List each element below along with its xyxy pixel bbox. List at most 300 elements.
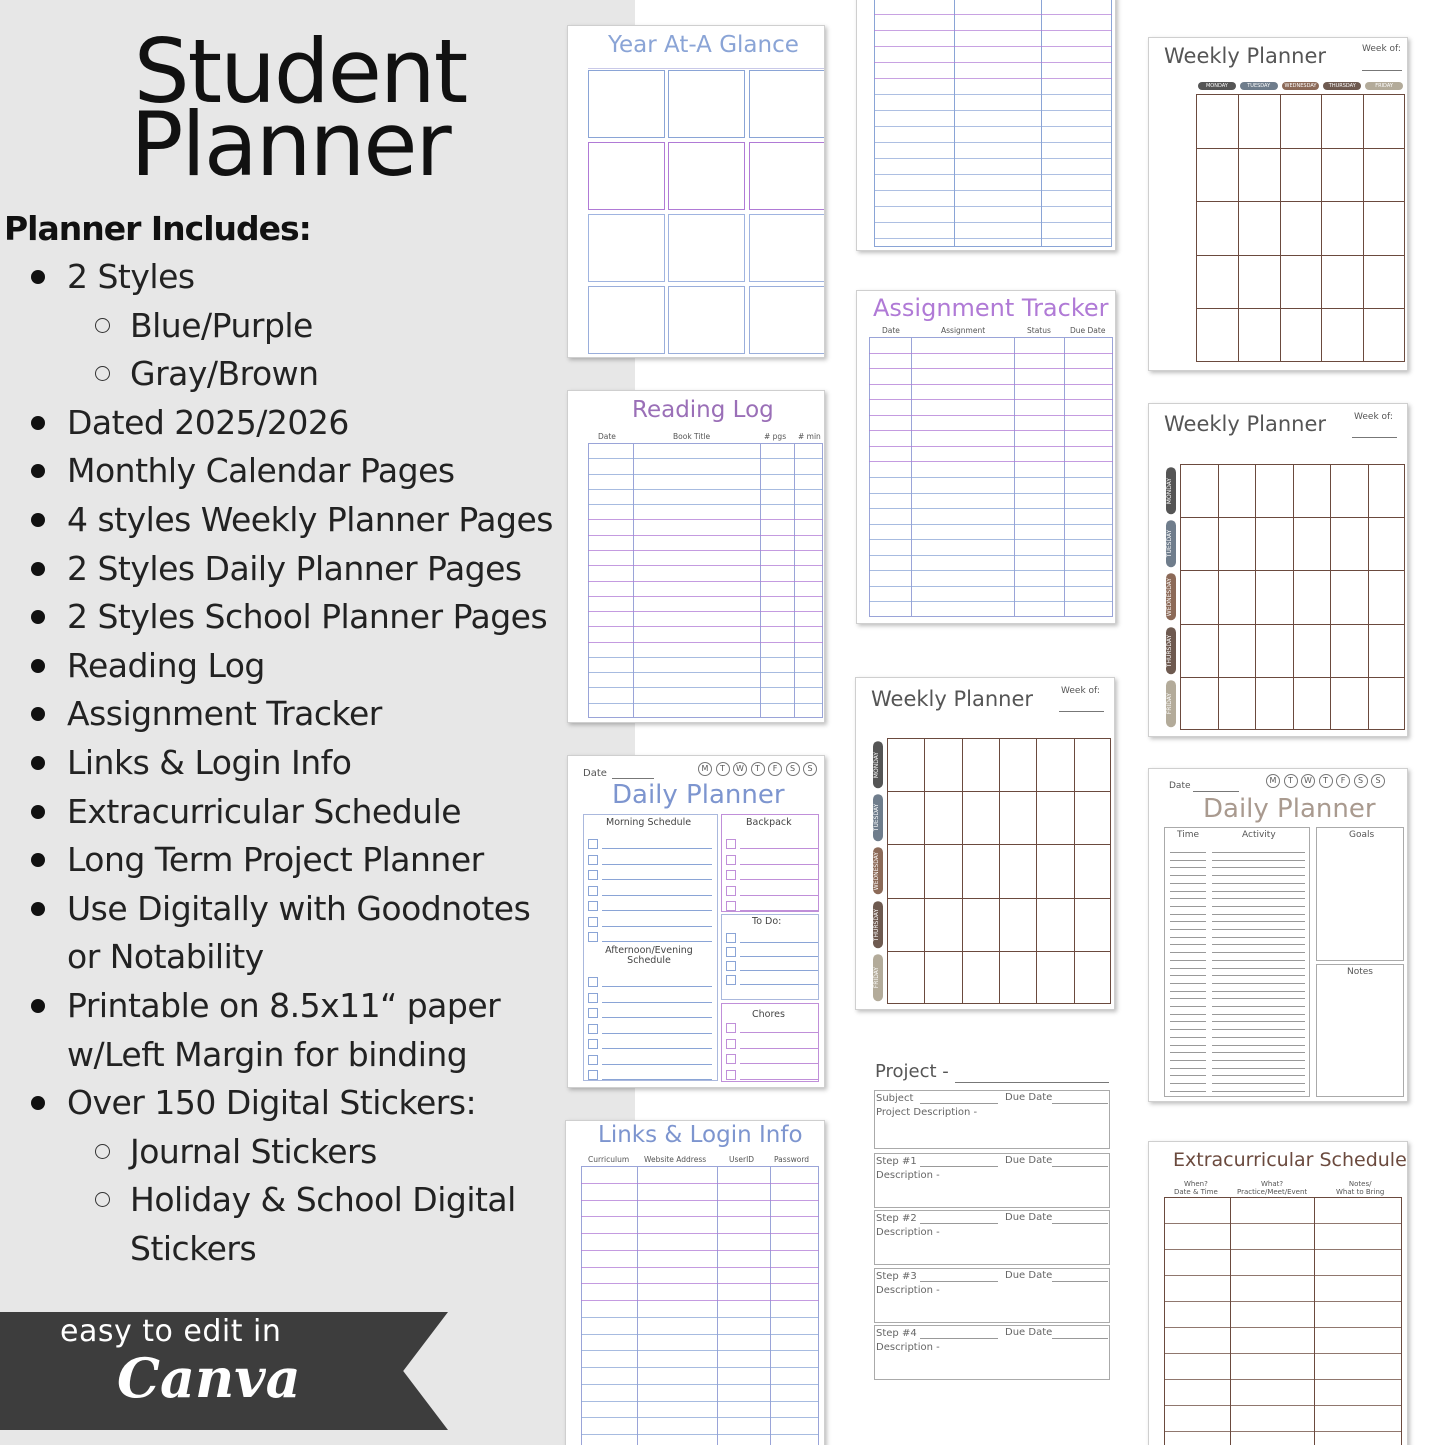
write-line (602, 926, 712, 927)
day-header: THURSDAY (1323, 82, 1361, 90)
day-label: MONDAY (1166, 467, 1176, 514)
activity-line (1212, 1045, 1305, 1046)
column-header: Assignment (941, 326, 986, 335)
row-line (874, 62, 1112, 63)
afternoon-label: Afternoon/Evening Schedule (605, 945, 693, 966)
feature-item: Links & Login Info (67, 739, 351, 787)
chores-label: Chores (752, 1009, 785, 1020)
feature-item: Gray/Brown (130, 350, 319, 398)
row-line (581, 1434, 819, 1435)
activity-line (1212, 968, 1305, 969)
col-line (1230, 1197, 1231, 1445)
time-line (1170, 914, 1206, 915)
time-line (1170, 875, 1206, 876)
feature-item: Monthly Calendar Pages (67, 447, 455, 495)
row-line (869, 368, 1113, 369)
activity-line (1212, 921, 1305, 922)
week-of-label: Week of: (1354, 412, 1393, 422)
row-line (1180, 677, 1405, 678)
checkbox (726, 1070, 736, 1080)
write-line (1052, 1281, 1108, 1282)
column-header: Password (774, 1155, 810, 1164)
due-date-label: Due Date (1005, 1270, 1053, 1281)
write-line (740, 1032, 818, 1033)
row-line (874, 46, 1112, 47)
weekday-circle: T (1284, 774, 1298, 788)
todo-label: To Do: (752, 916, 782, 927)
activity-line (1212, 883, 1305, 884)
checkbox (726, 947, 736, 957)
feature-item: Over 150 Digital Stickers: (67, 1079, 476, 1127)
time-line (1170, 1037, 1206, 1038)
row-line (874, 174, 1112, 175)
feature-item: 2 Styles School Planner Pages (67, 593, 547, 641)
column-header: UserID (729, 1155, 755, 1164)
time-line (1170, 1075, 1206, 1076)
row-line (581, 1334, 819, 1335)
goals-box (1316, 827, 1404, 961)
row-line (869, 353, 1113, 354)
day-label: TUESDAY (873, 794, 883, 841)
feature-item: w/Left Margin for binding (67, 1034, 468, 1074)
col-line (1074, 738, 1075, 1004)
feature-item: 2 Styles (67, 253, 195, 301)
col-line (1368, 464, 1369, 730)
write-line (602, 879, 712, 880)
checkbox (588, 870, 598, 880)
write-line (602, 864, 712, 865)
row-line (588, 458, 823, 459)
page-title: Weekly Planner (1164, 44, 1327, 68)
activity-line (1212, 960, 1305, 961)
time-line (1170, 960, 1206, 961)
day-label: WEDNESDAY (1166, 573, 1176, 620)
activity-line (1212, 983, 1305, 984)
weekday-circle: S (803, 762, 817, 776)
row-line (874, 14, 1112, 15)
row-line (588, 550, 823, 551)
year-at-a-glance-page (567, 25, 825, 358)
notes-label: Notes (1347, 967, 1373, 977)
time-line (1170, 1045, 1206, 1046)
page-title: Weekly Planner (871, 687, 1034, 711)
time-line (1170, 975, 1206, 976)
time-line (1170, 921, 1206, 922)
feature-item: Holiday & School Digital (130, 1176, 516, 1224)
activity-line (1212, 914, 1305, 915)
row-line (874, 142, 1112, 143)
row-line (581, 1200, 819, 1201)
activity-line (1212, 1075, 1305, 1076)
row-line (1180, 517, 1405, 518)
write-line (602, 848, 712, 849)
activity-label: Activity (1242, 830, 1276, 840)
checkbox (726, 870, 736, 880)
row-line (874, 158, 1112, 159)
time-line (1170, 867, 1206, 868)
row-line (887, 951, 1111, 952)
column-header: Date (882, 326, 900, 335)
page-title: Weekly Planner (1164, 412, 1327, 436)
checkbox (588, 993, 598, 1003)
write-line (740, 1079, 818, 1080)
row-line (1164, 1353, 1402, 1354)
col-line (954, 0, 955, 247)
month-box (588, 214, 665, 282)
checkbox (726, 933, 736, 943)
activity-line (1212, 860, 1305, 861)
col-line (1238, 94, 1239, 362)
column-header: Notes/ What to Bring (1336, 1180, 1385, 1196)
row-line (581, 1250, 819, 1251)
weekday-circle: T (1319, 774, 1333, 788)
weekday-circle: M (1266, 774, 1280, 788)
time-label: Time (1177, 830, 1200, 840)
activity-line (1212, 891, 1305, 892)
checkbox (588, 1008, 598, 1018)
time-line (1170, 1006, 1206, 1007)
table-page-partial (856, 0, 1116, 251)
weekly-planner-page-3 (855, 677, 1115, 1010)
checkbox (726, 1054, 736, 1064)
checkbox (588, 1024, 598, 1034)
row-line (581, 1267, 819, 1268)
backpack-label: Backpack (746, 817, 792, 828)
write-line (920, 1166, 998, 1167)
write-line (740, 895, 818, 896)
write-line (602, 1033, 712, 1034)
links-login-page (565, 1120, 825, 1445)
canva-logo: Canva (117, 1346, 301, 1410)
activity-line (1212, 1029, 1305, 1030)
activity-line (1212, 867, 1305, 868)
weekday-circle: F (1336, 774, 1350, 788)
column-header: What? Practice/Meet/Event (1237, 1180, 1308, 1196)
row-line (1164, 1223, 1402, 1224)
row-line (874, 94, 1112, 95)
weekly-planner-page-1 (1148, 37, 1408, 371)
page-title: Project - (875, 1061, 949, 1082)
header-line (588, 68, 824, 69)
activity-line (1212, 1037, 1305, 1038)
row-line (588, 703, 823, 704)
row-line (1164, 1431, 1402, 1432)
month-box (749, 70, 825, 138)
time-line (1170, 898, 1206, 899)
row-line (588, 504, 823, 505)
checkbox (588, 1055, 598, 1065)
col-line (770, 1166, 771, 1445)
row-line (1164, 1379, 1402, 1380)
row-line (588, 611, 823, 612)
activity-line (1212, 875, 1305, 876)
time-line (1170, 929, 1206, 930)
activity-line (1212, 998, 1305, 999)
write-line (1052, 1103, 1108, 1104)
feature-item: Assignment Tracker (67, 690, 382, 738)
checkbox (588, 886, 598, 896)
row-line (887, 791, 1111, 792)
date-label: Date (1169, 781, 1191, 791)
row-line (874, 238, 1112, 239)
col-line (1280, 94, 1281, 362)
row-line (588, 657, 823, 658)
weekday-circle: S (1371, 774, 1385, 788)
row-line (874, 222, 1112, 223)
row-line (874, 126, 1112, 127)
row-line (588, 642, 823, 643)
step-label: Step #2 (876, 1213, 917, 1224)
feature-item: Extracurricular Schedule (67, 788, 461, 836)
row-line (874, 30, 1112, 31)
row-line (581, 1350, 819, 1351)
activity-line (1212, 852, 1305, 853)
title-line-1: Student (133, 20, 467, 123)
checkbox (588, 839, 598, 849)
row-line (869, 601, 1113, 602)
weekly-planner-page-2 (1148, 403, 1408, 737)
month-box (749, 286, 825, 354)
row-line (1180, 624, 1405, 625)
feature-item: Use Digitally with Goodnotes (67, 885, 530, 933)
time-line (1170, 1021, 1206, 1022)
feature-item: Printable on 8.5x11“ paper (67, 982, 500, 1030)
activity-line (1212, 906, 1305, 907)
row-line (581, 1417, 819, 1418)
table-border (874, 0, 1112, 247)
day-label: WEDNESDAY (873, 847, 883, 894)
row-line (869, 399, 1113, 400)
activity-line (1212, 1052, 1305, 1053)
feature-item: Blue/Purple (130, 302, 313, 350)
col-line (637, 1166, 638, 1445)
page-title: Assignment Tracker (873, 294, 1109, 322)
month-box (749, 214, 825, 282)
row-line (588, 519, 823, 520)
time-line (1170, 952, 1206, 953)
day-header: TUESDAY (1240, 82, 1278, 90)
time-line (1170, 937, 1206, 938)
checkbox (588, 977, 598, 987)
checkbox (726, 855, 736, 865)
row-line (588, 535, 823, 536)
description-label: Description - (876, 1170, 940, 1181)
write-line (602, 941, 712, 942)
col-line (962, 738, 963, 1004)
activity-line (1212, 1006, 1305, 1007)
column-header: When? Date & Time (1174, 1180, 1218, 1196)
row-line (581, 1384, 819, 1385)
write-line (920, 1281, 998, 1282)
activity-line (1212, 991, 1305, 992)
activity-line (1212, 1021, 1305, 1022)
activity-line (1212, 1068, 1305, 1069)
feature-item: Stickers (130, 1229, 257, 1268)
column-header: # min (798, 432, 821, 441)
checkbox (588, 1039, 598, 1049)
row-line (874, 78, 1112, 79)
write-line (740, 956, 818, 957)
time-line (1170, 991, 1206, 992)
row-line (588, 565, 823, 566)
row-line (1164, 1249, 1402, 1250)
activity-line (1212, 937, 1305, 938)
row-line (588, 489, 823, 490)
row-line (869, 493, 1113, 494)
row-line (869, 539, 1113, 540)
daily-planner-page-2 (1148, 768, 1408, 1102)
date-label: Date (583, 768, 607, 779)
day-label: THURSDAY (1166, 627, 1176, 674)
time-line (1170, 1029, 1206, 1030)
daily-planner-page-1 (567, 755, 825, 1088)
write-line (602, 1079, 712, 1080)
canva-tagline: easy to edit in (60, 1314, 282, 1349)
time-line (1170, 944, 1206, 945)
checkbox (588, 932, 598, 942)
write-line (602, 895, 712, 896)
col-line (1293, 464, 1294, 730)
due-date-label: Due Date (1005, 1327, 1053, 1338)
day-label: TUESDAY (1166, 520, 1176, 567)
step-label: Step #3 (876, 1271, 917, 1282)
activity-line (1212, 1060, 1305, 1061)
checkbox (726, 901, 736, 911)
due-date-label: Due Date (1005, 1212, 1053, 1223)
row-line (581, 1317, 819, 1318)
row-line (581, 1283, 819, 1284)
weekday-circle: M (698, 762, 712, 776)
write-line (740, 970, 818, 971)
row-line (874, 110, 1112, 111)
table-border (581, 1166, 819, 1445)
time-line (1170, 906, 1206, 907)
row-line (874, 190, 1112, 191)
row-line (581, 1401, 819, 1402)
write-line (602, 1064, 712, 1065)
day-header: WEDNESDAY (1282, 82, 1320, 90)
day-label: FRIDAY (873, 954, 883, 1001)
column-header: Website Address (644, 1155, 707, 1164)
column-header: Status (1027, 326, 1051, 335)
write-line (740, 910, 818, 911)
row-line (1164, 1275, 1402, 1276)
activity-line (1212, 952, 1305, 953)
row-line (869, 570, 1113, 571)
activity-line (1212, 898, 1305, 899)
write-line (602, 910, 712, 911)
write-line (740, 1063, 818, 1064)
row-line (1196, 308, 1405, 309)
activity-line (1212, 1091, 1305, 1092)
column-header: Curriculum (588, 1155, 630, 1164)
row-line (1164, 1327, 1402, 1328)
write-line (920, 1103, 998, 1104)
subject-label: Subject (876, 1093, 914, 1104)
row-line (869, 415, 1113, 416)
write-line (1052, 1166, 1108, 1167)
time-line (1170, 1068, 1206, 1069)
weekday-circle: T (751, 762, 765, 776)
day-header: FRIDAY (1365, 82, 1403, 90)
step-label: Step #4 (876, 1328, 917, 1339)
row-line (869, 461, 1113, 462)
reading-log-page (567, 390, 825, 723)
row-line (581, 1300, 819, 1301)
time-line (1170, 1083, 1206, 1084)
col-line (1314, 1197, 1315, 1445)
month-box (668, 286, 745, 354)
feature-item: Journal Stickers (130, 1128, 377, 1176)
description-label: Description - (876, 1342, 940, 1353)
time-line (1170, 891, 1206, 892)
col-line (1330, 464, 1331, 730)
write-line (602, 1002, 712, 1003)
feature-item: 4 styles Weekly Planner Pages (67, 496, 553, 544)
feature-item: 2 Styles Daily Planner Pages (67, 545, 522, 593)
row-line (581, 1233, 819, 1234)
month-box (588, 286, 665, 354)
title-line-2: Planner (130, 93, 450, 196)
month-box (668, 142, 745, 210)
row-line (1196, 201, 1405, 202)
table-border (1164, 1197, 1402, 1445)
morning-label: Morning Schedule (606, 817, 692, 828)
day-header: MONDAY (1198, 82, 1236, 90)
checkbox (588, 917, 598, 927)
notes-box (1316, 964, 1404, 1097)
col-line (1036, 738, 1037, 1004)
checkbox (726, 975, 736, 985)
time-line (1170, 883, 1206, 884)
due-date-label: Due Date (1005, 1155, 1053, 1166)
activity-line (1212, 1083, 1305, 1084)
row-line (588, 687, 823, 688)
time-line (1170, 1052, 1206, 1053)
month-box (588, 142, 665, 210)
row-line (869, 384, 1113, 385)
row-line (1196, 255, 1405, 256)
row-line (869, 508, 1113, 509)
row-line (588, 581, 823, 582)
col-line (1255, 464, 1256, 730)
col-line (1363, 94, 1364, 362)
time-line (1170, 1014, 1206, 1015)
checkbox (588, 901, 598, 911)
month-box (588, 70, 665, 138)
page-title: Daily Planner (612, 780, 785, 810)
write-line (740, 942, 818, 943)
page-title: Extracurricular Schedule (1173, 1149, 1407, 1171)
checkbox (726, 1039, 736, 1049)
activity-line (1212, 1014, 1305, 1015)
write-line (1052, 1338, 1108, 1339)
row-line (581, 1367, 819, 1368)
col-line (1218, 464, 1219, 730)
page-title: Reading Log (632, 397, 774, 423)
feature-item: Long Term Project Planner (67, 836, 484, 884)
write-line (740, 879, 818, 880)
weekday-circle: W (733, 762, 747, 776)
row-line (588, 474, 823, 475)
row-line (869, 555, 1113, 556)
row-line (874, 206, 1112, 207)
feature-item: Dated 2025/2026 (67, 399, 349, 447)
description-label: Description - (876, 1227, 940, 1238)
col-line (999, 738, 1000, 1004)
weekday-circle: F (768, 762, 782, 776)
row-line (588, 672, 823, 673)
